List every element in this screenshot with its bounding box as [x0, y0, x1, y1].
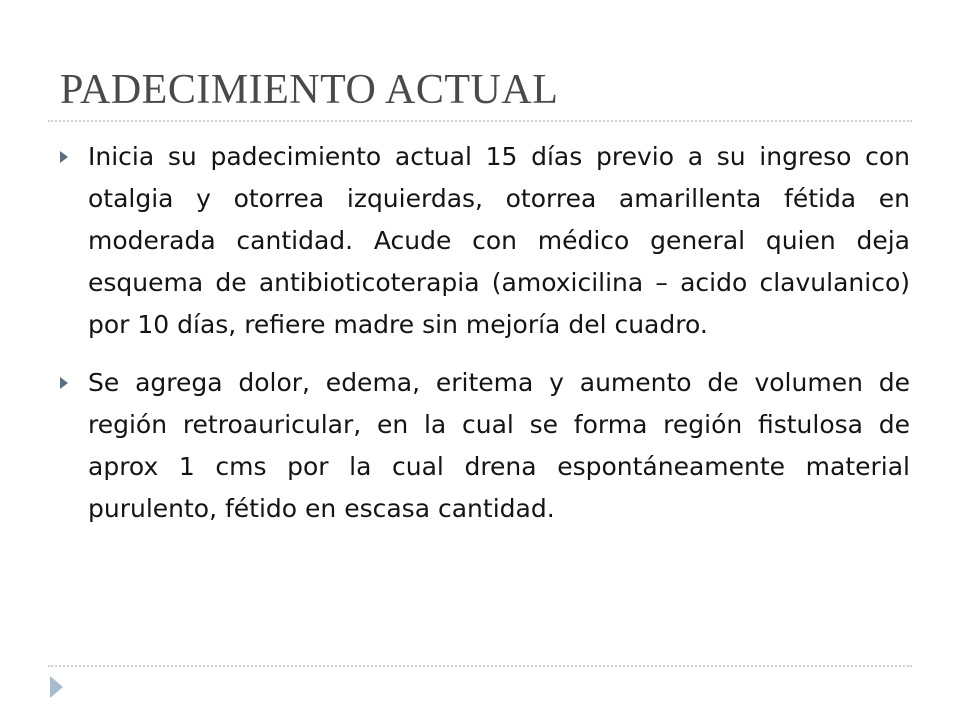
- footer-divider: [48, 665, 912, 667]
- bullet-item: [60, 136, 910, 346]
- bullet-text: Se agrega dolor, edema, eritema y aumento de volumen de región retroauricular, en la cual se forma región fistulosa de aprox 1 cms por la cual drena espontáneamente material purulento, fétido en escasa cantidad.: [88, 368, 910, 523]
- bullet-item: [60, 362, 910, 530]
- title-divider: [48, 120, 912, 122]
- slide-body: [60, 136, 910, 546]
- footer-triangle-icon: [50, 676, 63, 698]
- bullet-text: Inicia su padecimiento actual 15 días previo a su ingreso con otalgia y otorrea izquierdas, otorrea amarillenta fétida en moderada cantidad. Acude con médico general quien deja esquema de antibioticoterapia (amoxicilina – acido clavulanico) por 10 días, refiere madre sin mejoría del cuadro.: [88, 142, 910, 339]
- slide-title: PADECIMIENTO ACTUAL: [60, 67, 559, 113]
- bullet-triangle-icon: [60, 377, 68, 389]
- bullet-triangle-icon: [60, 151, 68, 163]
